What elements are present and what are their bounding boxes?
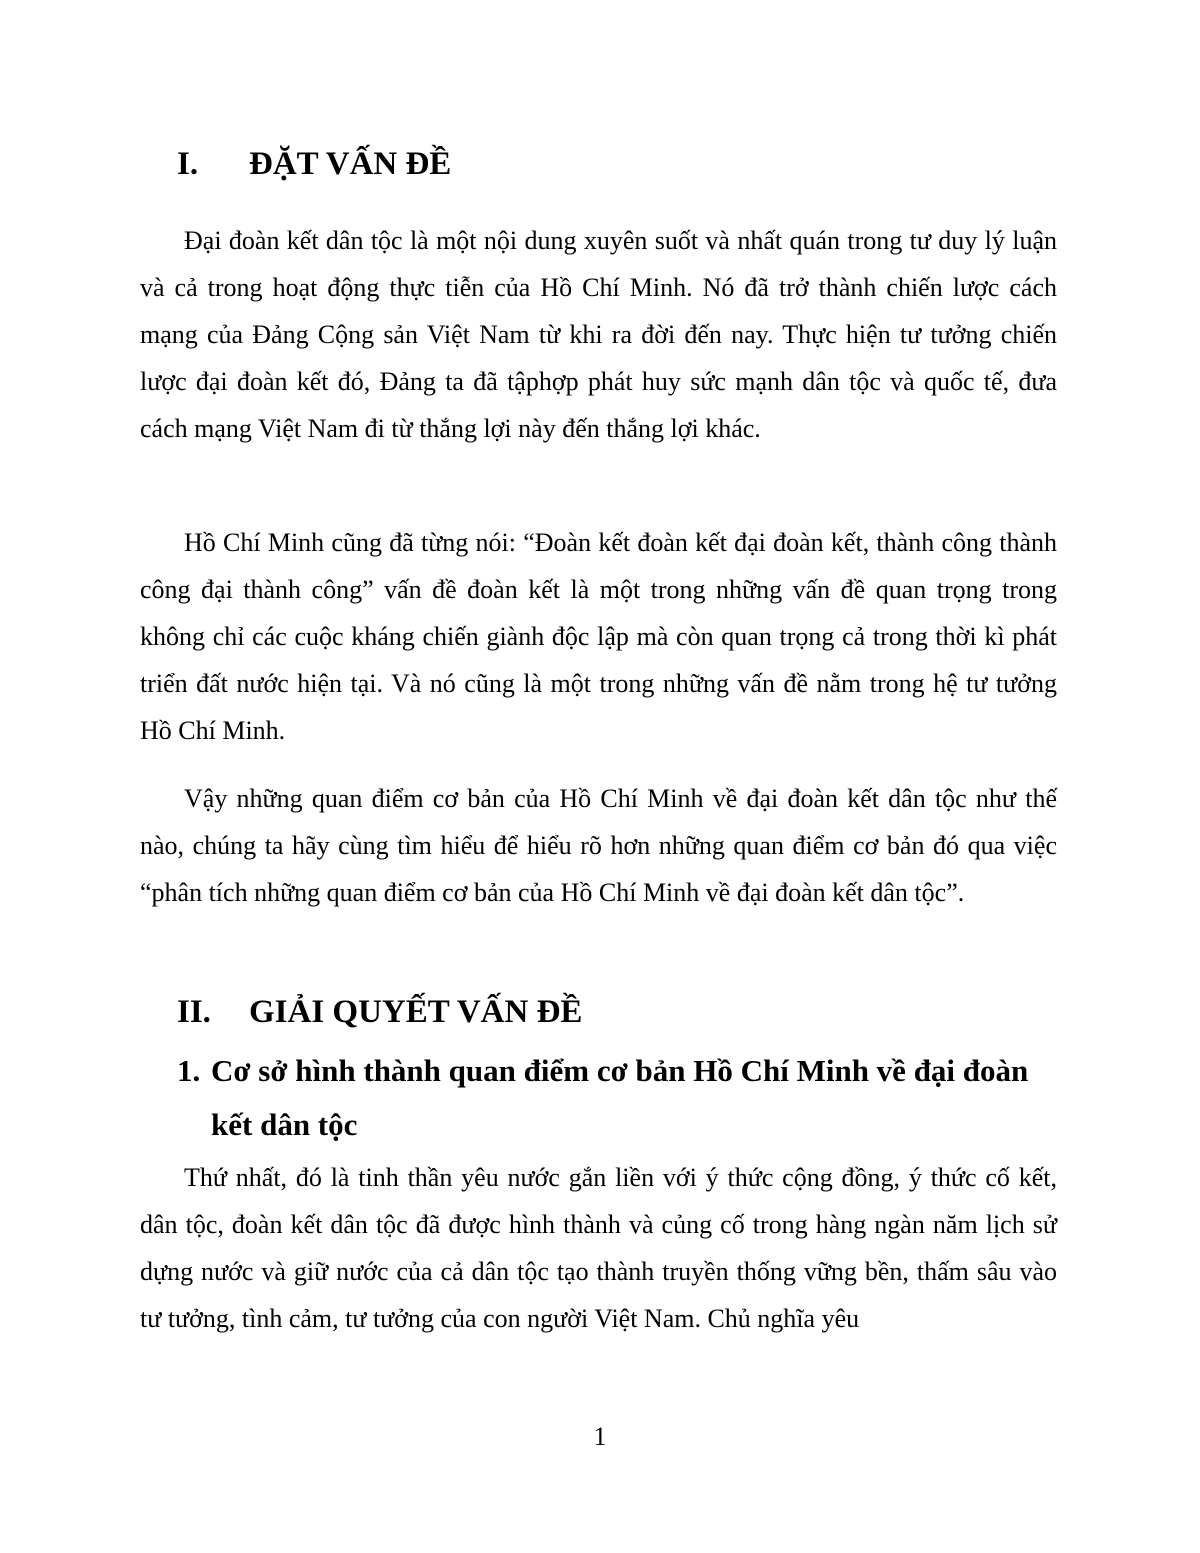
section-title: ĐẶT VẤN ĐỀ bbox=[249, 146, 452, 182]
subsection-title-line1: Cơ sở hình thành quan điểm cơ bản Hồ Chí Minh về đại đoàn bbox=[211, 1053, 1029, 1088]
section-number: II. bbox=[177, 994, 211, 1030]
paragraph-basis-1: Thứ nhất, đó là tinh thần yêu nước gắn liền với ý thức cộng đồng, ý thức cố kết, dân tộc, đoàn kết dân tộc đã được hình thành và củng cố trong hàng ngàn năm lịch sử dựng nước và giữ nước của cả dân tộc tạo thành truyền thống vững bền, thấm sâu vào tư tưởng, tình cảm, tư tưởng của con người Việt Nam. Chủ nghĩa yêu bbox=[140, 1163, 1057, 1333]
section-number: I. bbox=[177, 146, 199, 182]
subsection-number: 1. bbox=[177, 1053, 201, 1088]
paragraph-intro-1: Đại đoàn kết dân tộc là một nội dung xuyên suốt và nhất quán trong tư duy lý luận và cả trong hoạt động thực tiễn của Hồ Chí Minh. Nó đã trở thành chiến lược cách mạng của Đảng Cộng sản Việt Nam từ khi ra đời đến nay. Thực hiện tư tưởng chiến lược đại đoàn kết đó, Đảng ta đã tậphợp phát huy sức mạnh dân tộc và quốc tế, đưa cách mạng Việt Nam đi từ thắng lợi này đến thắng lợi khác. bbox=[140, 226, 1057, 443]
section-heading-2 bbox=[177, 992, 582, 1032]
page-number: 1 bbox=[593, 1422, 607, 1451]
paragraph-intro-2: Hồ Chí Minh cũng đã từng nói: “Đoàn kết đoàn kết đại đoàn kết, thành công thành công đại thành công” vấn đề đoàn kết là một trong những vấn đề quan trọng trong không chỉ các cuộc kháng chiến giành độc lập mà còn quan trọng cả trong thời kì phát triển đất nước hiện tại. Và nó cũng là một trong những vấn đề nằm trong hệ tư tưởng Hồ Chí Minh. bbox=[140, 528, 1057, 745]
paragraph-intro-3: Vậy những quan điểm cơ bản của Hồ Chí Minh về đại đoàn kết dân tộc như thế nào, chúng ta hãy cùng tìm hiểu để hiểu rõ hơn những quan điểm cơ bản đó qua việc “phân tích những quan điểm cơ bản của Hồ Chí Minh về đại đoàn kết dân tộc”. bbox=[140, 784, 1057, 907]
subsection-title-line2: kết dân tộc bbox=[211, 1107, 358, 1142]
subsection-heading-1 bbox=[177, 1044, 1067, 1152]
section-heading-1 bbox=[177, 144, 451, 184]
section-title: GIẢI QUYẾT VẤN ĐỀ bbox=[249, 994, 583, 1030]
